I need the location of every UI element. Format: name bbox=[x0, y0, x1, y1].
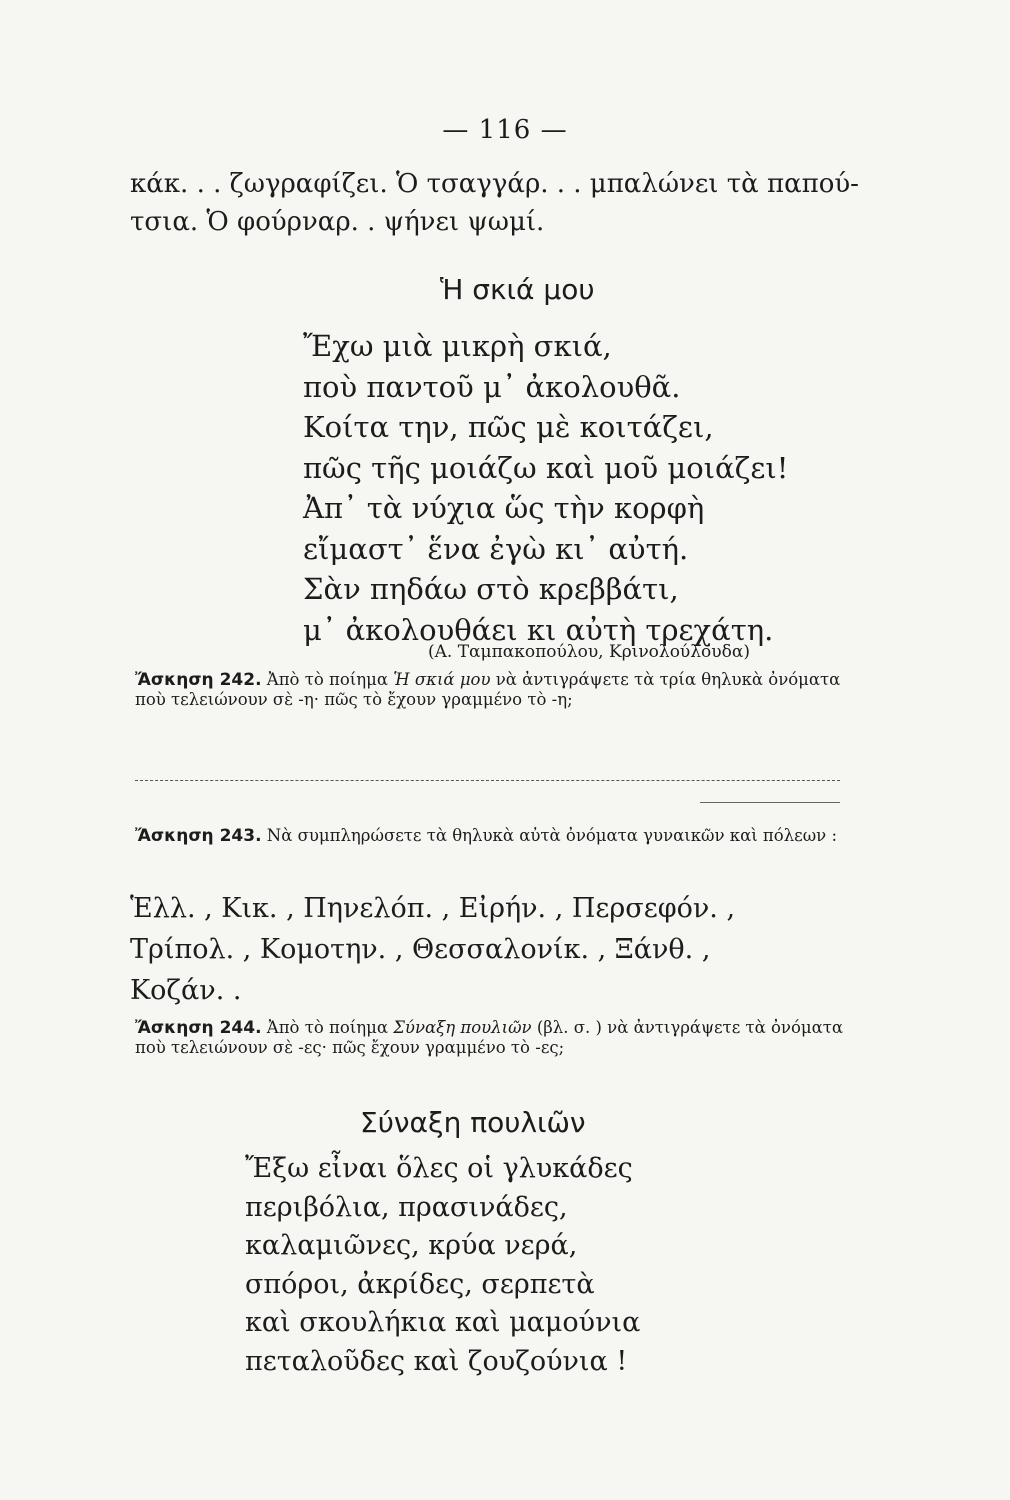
exercise-text: Ἀπὸ τὸ ποίημα bbox=[261, 1018, 394, 1037]
poem-line: περιβόλια, πρασινάδες, bbox=[245, 1191, 568, 1223]
exercise-label: Ἄσκηση 243. bbox=[135, 826, 262, 846]
poem-line: Ἔξω εἶναι ὅλες οἱ γλυκάδες bbox=[245, 1153, 633, 1184]
poem-line: Ἀπ᾽ τὰ νύχια ὥς τὴν κορφὴ bbox=[303, 491, 705, 525]
exercise-text: νὰ ἀντιγράψετε τὰ τρία θηλυκὰ ὀνόματα ποὺ τελειώνουν σὲ -η· πῶς τὸ ἔχουν γραμμένο τὸ -η; bbox=[135, 670, 841, 709]
exercise-text: Ἀπὸ τὸ ποίημα bbox=[261, 670, 394, 689]
exercise-244 bbox=[135, 1018, 865, 1058]
page-number: — 116 — bbox=[442, 115, 568, 145]
poem-attribution: (Α. Ταμπακοπούλου, Κρινολούλουδα) bbox=[428, 642, 750, 662]
divider bbox=[700, 802, 840, 803]
poem-reference: Σύναξη πουλιῶν bbox=[393, 1018, 532, 1037]
poem-line: Ἔχω μιὰ μικρὴ σκιά, bbox=[303, 329, 612, 363]
poem-line: καλαμιῶνες, κρύα νερά, bbox=[245, 1230, 578, 1261]
poem-line: πῶς τῆς μοιάζω καὶ μοῦ μοιάζει! bbox=[303, 450, 789, 485]
exercise-label: Ἄσκηση 242. bbox=[135, 670, 262, 690]
exercise-text: (βλ. σ. ) νὰ ἀντιγράψετε τὰ ὀνόματα ποὺ τελειώνουν σὲ -ες· πῶς ἔχουν γραμμένο τὸ -ες; bbox=[135, 1018, 844, 1057]
poem-line: μ᾽ ἀκολουθάει κι αὐτὴ τρεχάτη. bbox=[303, 612, 774, 647]
poem-line: σπόροι, ἀκρίδες, σερπετὰ bbox=[245, 1268, 595, 1300]
names-line: Τρίπολ. , Κομοτην. , Θεσσαλονίκ. , Ξάνθ. , bbox=[130, 934, 711, 965]
poem-body bbox=[245, 1150, 640, 1381]
poem-reference: Ἡ σκιά μου bbox=[393, 670, 491, 689]
poem-line: εἴμαστ᾽ ἕνα ἐγὼ κι᾽ αὐτή. bbox=[303, 531, 689, 566]
poem-line: ποὺ παντοῦ μ᾽ ἀκολουθᾶ. bbox=[303, 369, 681, 404]
prose-line: τσια. Ὁ φούρναρ. . ψήνει ψωμί. bbox=[130, 207, 545, 237]
names-list bbox=[130, 888, 735, 1011]
poem-line: Κοίτα την, πῶς μὲ κοιτάζει, bbox=[303, 410, 714, 444]
exercise-242 bbox=[135, 670, 855, 710]
exercise-243 bbox=[135, 826, 855, 846]
answer-line bbox=[135, 780, 840, 781]
poem-title: Ἡ σκιά μου bbox=[440, 273, 595, 306]
names-line: Ἑλλ. , Κικ. , Πηνελόπ. , Εἰρήν. , Περσεφόν. , bbox=[130, 893, 736, 924]
poem-line: καὶ σκουλήκια καὶ μαμούνια bbox=[245, 1307, 641, 1338]
exercise-label: Ἄσκηση 244. bbox=[135, 1018, 262, 1038]
prose-line: κάκ. . . ζωγραφίζει. Ὁ τσαγγάρ. . . μπαλώνει τὰ παπού- bbox=[130, 169, 859, 199]
names-line: Κοζάν. . bbox=[130, 975, 242, 1006]
poem-line: πεταλοῦδες καὶ ζουζούνια ! bbox=[245, 1345, 628, 1377]
prose-paragraph bbox=[130, 165, 859, 241]
poem-body bbox=[303, 326, 788, 650]
poem-title: Σύναξη πουλιῶν bbox=[360, 1106, 586, 1139]
exercise-text: Νὰ συμπληρώσετε τὰ θηλυκὰ αὐτὰ ὀνόματα γυναικῶν καὶ πόλεων : bbox=[261, 826, 838, 845]
poem-line: Σὰν πηδάω στὸ κρεββάτι, bbox=[303, 572, 679, 606]
